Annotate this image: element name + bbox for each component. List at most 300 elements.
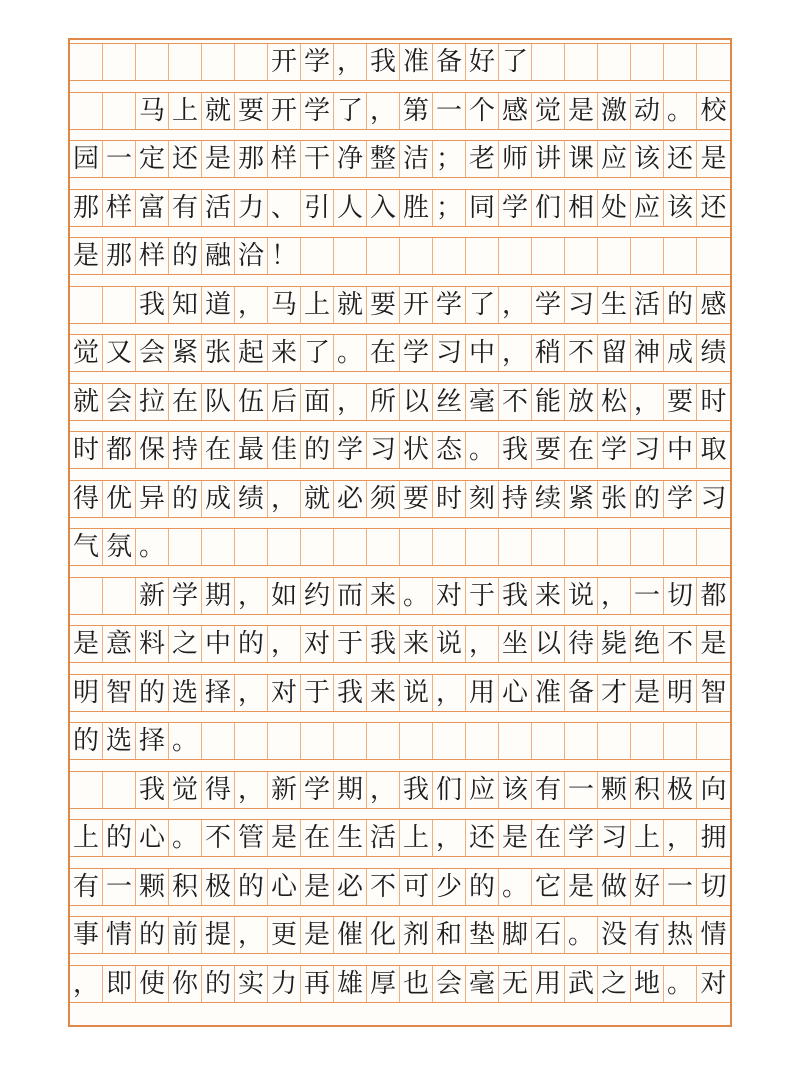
- grid-cell: 续: [532, 481, 565, 517]
- grid-cell: 了: [499, 44, 532, 80]
- grid-cell: 学: [400, 335, 433, 371]
- grid-cell: 佳: [268, 432, 301, 468]
- grid-cell: 是: [70, 626, 103, 662]
- grid-cell: 可: [400, 869, 433, 905]
- grid-cell: [499, 238, 532, 274]
- grid-cell: 须: [367, 481, 400, 517]
- grid-cell: 我: [136, 287, 169, 323]
- grid-cell: 学: [433, 287, 466, 323]
- grid-cell: 伍: [235, 384, 268, 420]
- grid-cell: 是: [268, 820, 301, 856]
- grid-cell: 了: [334, 93, 367, 129]
- grid-cell: 上: [400, 820, 433, 856]
- text-row: [70, 92, 730, 130]
- grid-cell: 有: [631, 917, 664, 953]
- grid-cell: 习: [367, 432, 400, 468]
- grid-cell: 时: [700, 386, 727, 417]
- grid-cell: 该: [631, 141, 664, 177]
- grid-cell: 生: [598, 287, 631, 323]
- grid-cell: 的: [136, 675, 169, 711]
- grid-cell: ，: [664, 820, 697, 856]
- grid-cell: 就: [202, 93, 235, 129]
- grid-cell: [235, 723, 268, 759]
- grid-cell: 。: [169, 820, 202, 856]
- grid-cell: 要: [400, 481, 433, 517]
- grid-cell: 刻: [466, 481, 499, 517]
- grid-cell: 的: [235, 869, 268, 905]
- grid-cell: [70, 93, 103, 129]
- grid-cell: 绩: [235, 481, 268, 517]
- grid-cell: ，: [631, 384, 664, 420]
- grid-cell: 在: [202, 432, 235, 468]
- grid-cell: [697, 723, 730, 759]
- grid-cell: 学: [301, 93, 334, 129]
- text-row: [70, 383, 730, 421]
- grid-cell: [202, 723, 235, 759]
- grid-cell: ，: [235, 675, 268, 711]
- grid-cell: 老: [466, 141, 499, 177]
- grid-cell: 提: [202, 917, 235, 953]
- grid-cell: 样: [136, 238, 169, 274]
- grid-cell: 那: [235, 141, 268, 177]
- grid-cell: 应: [598, 141, 631, 177]
- grid-cell: [103, 93, 136, 129]
- text-row: [70, 965, 730, 1003]
- grid-cell: 张: [598, 481, 631, 517]
- grid-cell: [565, 723, 598, 759]
- grid-cell: [433, 529, 466, 565]
- grid-cell: [466, 238, 499, 274]
- grid-cell: [598, 529, 631, 565]
- grid-cell: 上: [169, 93, 202, 129]
- grid-cell: ！: [268, 238, 301, 274]
- text-row: [70, 286, 730, 324]
- grid-cell: 是: [301, 869, 334, 905]
- grid-cell: 松: [598, 384, 631, 420]
- grid-cell: [301, 238, 334, 274]
- grid-cell: 明: [664, 675, 697, 711]
- grid-cell: [598, 44, 631, 80]
- grid-cell: 。: [466, 432, 499, 468]
- grid-cell: 又: [103, 335, 136, 371]
- grid-cell: 情: [103, 917, 136, 953]
- grid-cell: 习: [598, 820, 631, 856]
- grid-cell: 一: [631, 578, 664, 614]
- grid-cell: 心: [499, 675, 532, 711]
- grid-cell: 毫: [466, 966, 499, 1002]
- grid-cell: 激: [598, 93, 631, 129]
- grid-cell: 选: [103, 723, 136, 759]
- grid-cell: ；: [433, 190, 466, 226]
- text-row: [70, 528, 730, 566]
- grid-cell: ，: [466, 626, 499, 662]
- grid-cell: 厚: [367, 966, 400, 1002]
- grid-cell: [268, 529, 301, 565]
- grid-cell: 意: [103, 626, 136, 662]
- grid-cell: 紧: [169, 335, 202, 371]
- grid-cell: 约: [301, 578, 334, 614]
- grid-cell: 学: [301, 44, 334, 80]
- grid-cell: 取: [700, 435, 727, 465]
- grid-cell: [334, 529, 367, 565]
- grid-cell: 该: [664, 190, 697, 226]
- grid-cell: 还: [700, 192, 727, 223]
- grid-cell: 我: [367, 44, 400, 80]
- grid-cell: 智: [700, 677, 727, 708]
- grid-cell: 后: [268, 384, 301, 420]
- grid-cell: 。: [334, 335, 367, 371]
- grid-cell: 起: [235, 335, 268, 371]
- grid-cell: 还: [169, 141, 202, 177]
- grid-cell: 新: [136, 578, 169, 614]
- grid-cell: ，: [235, 578, 268, 614]
- grid-cell: 中: [202, 626, 235, 662]
- grid-cell: 我: [499, 432, 532, 468]
- grid-cell: 毙: [598, 626, 631, 662]
- grid-cell: 热: [664, 917, 697, 953]
- grid-cell: 胜: [400, 190, 433, 226]
- grid-cell: 持: [169, 432, 202, 468]
- grid-cell: 。: [400, 578, 433, 614]
- grid-cell: [433, 238, 466, 274]
- grid-cell: ，: [499, 287, 532, 323]
- grid-cell: 必: [334, 869, 367, 905]
- grid-cell: 在: [532, 820, 565, 856]
- grid-cell: 学: [664, 481, 697, 517]
- grid-cell: [367, 723, 400, 759]
- grid-cell: 中: [664, 432, 697, 468]
- grid-cell: 来: [400, 626, 433, 662]
- grid-cell: [664, 529, 697, 565]
- grid-cell: 活: [631, 287, 664, 323]
- grid-cell: 知: [169, 287, 202, 323]
- grid-cell: 会: [433, 966, 466, 1002]
- grid-cell: 期: [202, 578, 235, 614]
- grid-cell: 道: [202, 287, 235, 323]
- grid-cell: 的: [301, 432, 334, 468]
- grid-cell: 用: [466, 675, 499, 711]
- grid-cell: [466, 529, 499, 565]
- grid-cell: 坐: [499, 626, 532, 662]
- grid-cell: [565, 529, 598, 565]
- grid-cell: 。: [664, 966, 697, 1002]
- grid-cell: 一: [664, 869, 697, 905]
- grid-cell: 石: [532, 917, 565, 953]
- grid-cell: [631, 238, 664, 274]
- grid-cell: 做: [598, 869, 631, 905]
- grid-cell: 毫: [466, 384, 499, 420]
- grid-cell: 是: [631, 675, 664, 711]
- grid-cell: 学: [532, 287, 565, 323]
- grid-cell: 极: [664, 772, 697, 808]
- grid-cell: 明: [70, 675, 103, 711]
- title-row: [70, 43, 730, 81]
- grid-cell: 我: [136, 772, 169, 808]
- grid-cell: [433, 723, 466, 759]
- grid-cell: 洽: [235, 238, 268, 274]
- grid-cell: 剂: [400, 917, 433, 953]
- grid-cell: 无: [499, 966, 532, 1002]
- grid-cell: [202, 44, 235, 80]
- grid-cell: 净: [334, 141, 367, 177]
- grid-cell: 不: [565, 335, 598, 371]
- grid-cell: 学: [499, 190, 532, 226]
- grid-cell: 你: [169, 966, 202, 1002]
- grid-cell: 选: [169, 675, 202, 711]
- grid-cell: [631, 723, 664, 759]
- grid-cell: 入: [367, 190, 400, 226]
- grid-cell: 化: [367, 917, 400, 953]
- text-row: [70, 722, 730, 760]
- grid-cell: 。: [169, 723, 202, 759]
- grid-cell: 优: [103, 481, 136, 517]
- grid-cell: 学: [598, 432, 631, 468]
- grid-cell: 上: [631, 820, 664, 856]
- grid-cell: 对: [301, 626, 334, 662]
- grid-cell: 积: [631, 772, 664, 808]
- grid-cell: [400, 723, 433, 759]
- grid-cell: 智: [103, 675, 136, 711]
- grid-cell: 习: [700, 483, 727, 514]
- grid-cell: [532, 723, 565, 759]
- grid-cell: 积: [169, 869, 202, 905]
- grid-cell: 拉: [136, 384, 169, 420]
- grid-cell: 武: [565, 966, 598, 1002]
- grid-cell: 切: [700, 871, 727, 902]
- grid-cell: 那: [103, 238, 136, 274]
- grid-cell: 是: [700, 144, 727, 174]
- grid-cell: 就: [334, 287, 367, 323]
- grid-cell: 该: [499, 772, 532, 808]
- text-row: [70, 674, 730, 712]
- grid-cell: ；: [433, 141, 466, 177]
- grid-cell: 垫: [466, 917, 499, 953]
- grid-cell: 对: [700, 968, 727, 999]
- grid-cell: 还: [466, 820, 499, 856]
- grid-cell: 颗: [136, 869, 169, 905]
- grid-cell: 定: [136, 141, 169, 177]
- grid-cell: 成: [664, 335, 697, 371]
- grid-cell: 绝: [631, 626, 664, 662]
- grid-cell: 师: [499, 141, 532, 177]
- grid-cell: 富: [136, 190, 169, 226]
- grid-cell: 如: [268, 578, 301, 614]
- grid-cell: 中: [466, 335, 499, 371]
- text-row: [70, 819, 730, 857]
- grid-cell: 地: [631, 966, 664, 1002]
- grid-cell: 力: [235, 190, 268, 226]
- grid-cell: ，: [235, 772, 268, 808]
- grid-cell: 。: [499, 869, 532, 905]
- grid-cell: 料: [136, 626, 169, 662]
- grid-cell: 要: [532, 432, 565, 468]
- grid-cell: 洁: [400, 141, 433, 177]
- grid-cell: 觉: [169, 772, 202, 808]
- grid-cell: [268, 723, 301, 759]
- grid-cell: 说: [400, 675, 433, 711]
- grid-cell: [70, 772, 103, 808]
- grid-cell: 就: [301, 481, 334, 517]
- grid-cell: 能: [532, 384, 565, 420]
- grid-cell: 的: [631, 481, 664, 517]
- grid-cell: 极: [202, 869, 235, 905]
- grid-cell: 紧: [565, 481, 598, 517]
- grid-cell: [466, 723, 499, 759]
- grid-cell: 准: [532, 675, 565, 711]
- grid-cell: 丝: [433, 384, 466, 420]
- grid-cell: 择: [202, 675, 235, 711]
- grid-cell: 有: [532, 772, 565, 808]
- grid-cell: 开: [268, 44, 301, 80]
- grid-cell: 们: [532, 190, 565, 226]
- grid-cell: 应: [466, 772, 499, 808]
- grid-cell: ，: [367, 93, 400, 129]
- grid-cell: 要: [664, 384, 697, 420]
- grid-cell: 活: [367, 820, 400, 856]
- grid-cell: 要: [367, 287, 400, 323]
- grid-cell: 应: [631, 190, 664, 226]
- grid-cell: 我: [367, 626, 400, 662]
- grid-cell: 好: [631, 869, 664, 905]
- grid-cell: ，: [499, 335, 532, 371]
- grid-cell: 稍: [532, 335, 565, 371]
- text-row: [70, 577, 730, 615]
- grid-cell: ，: [235, 287, 268, 323]
- grid-cell: 使: [136, 966, 169, 1002]
- grid-cell: 我: [334, 675, 367, 711]
- grid-cell: 会: [103, 384, 136, 420]
- grid-cell: 心: [136, 820, 169, 856]
- grid-cell: 有: [70, 869, 103, 905]
- grid-cell: [664, 44, 697, 80]
- grid-cell: [235, 44, 268, 80]
- grid-cell: 课: [565, 141, 598, 177]
- grid-cell: 是: [700, 629, 727, 659]
- grid-cell: 觉: [532, 93, 565, 129]
- grid-cell: 的: [664, 287, 697, 323]
- grid-cell: 来: [367, 578, 400, 614]
- grid-cell: 期: [334, 772, 367, 808]
- grid-cell: 处: [598, 190, 631, 226]
- grid-cell: [103, 772, 136, 808]
- grid-cell: 放: [565, 384, 598, 420]
- grid-cell: 感: [499, 93, 532, 129]
- grid-cell: 事: [70, 917, 103, 953]
- grid-cell: 的: [202, 966, 235, 1002]
- grid-cell: 要: [235, 93, 268, 129]
- grid-cell: 生: [334, 820, 367, 856]
- grid-cell: 第: [400, 93, 433, 129]
- grid-cell: 实: [235, 966, 268, 1002]
- grid-cell: 备: [433, 44, 466, 80]
- grid-cell: 留: [598, 335, 631, 371]
- grid-cell: 不: [664, 626, 697, 662]
- grid-cell: 是: [301, 917, 334, 953]
- grid-cell: 心: [268, 869, 301, 905]
- grid-cell: 学: [169, 578, 202, 614]
- text-row: [70, 625, 730, 663]
- grid-cell: 是: [202, 141, 235, 177]
- grid-cell: [664, 238, 697, 274]
- grid-cell: 情: [700, 920, 727, 950]
- grid-cell: [532, 44, 565, 80]
- grid-cell: 也: [400, 966, 433, 1002]
- grid-cell: 没: [598, 917, 631, 953]
- grid-cell: 相: [565, 190, 598, 226]
- grid-cell: 人: [334, 190, 367, 226]
- grid-cell: [697, 238, 730, 274]
- grid-cell: [103, 287, 136, 323]
- grid-cell: [169, 44, 202, 80]
- grid-cell: 气: [70, 529, 103, 565]
- grid-cell: 和: [433, 917, 466, 953]
- grid-cell: 的: [169, 238, 202, 274]
- grid-cell: 融: [202, 238, 235, 274]
- grid-cell: ，: [235, 917, 268, 953]
- grid-cell: [631, 44, 664, 80]
- grid-cell: 成: [202, 481, 235, 517]
- grid-cell: 是: [565, 93, 598, 129]
- grid-cell: 备: [565, 675, 598, 711]
- grid-cell: ，: [433, 675, 466, 711]
- grid-cell: 绩: [700, 338, 727, 368]
- grid-cell: 讲: [532, 141, 565, 177]
- composition-paper: [68, 38, 732, 1027]
- grid-cell: 态: [433, 432, 466, 468]
- grid-cell: 活: [202, 190, 235, 226]
- grid-cell: [70, 578, 103, 614]
- grid-cell: 整: [367, 141, 400, 177]
- grid-cell: [367, 529, 400, 565]
- grid-cell: 了: [301, 335, 334, 371]
- text-row: [70, 189, 730, 227]
- grid-cell: 氛: [103, 529, 136, 565]
- grid-cell: 保: [136, 432, 169, 468]
- grid-cell: 颗: [598, 772, 631, 808]
- grid-cell: 感: [700, 289, 727, 320]
- grid-cell: 拥: [700, 823, 727, 853]
- grid-cell: [70, 287, 103, 323]
- grid-cell: 而: [334, 578, 367, 614]
- grid-cell: 力: [268, 966, 301, 1002]
- grid-cell: 切: [664, 578, 697, 614]
- grid-cell: 是: [499, 820, 532, 856]
- grid-cell: 们: [433, 772, 466, 808]
- grid-cell: 习: [565, 287, 598, 323]
- grid-cell: [631, 529, 664, 565]
- grid-cell: ，: [598, 578, 631, 614]
- grid-cell: 于: [334, 626, 367, 662]
- grid-cell: 准: [400, 44, 433, 80]
- text-row: [70, 480, 730, 518]
- grid-cell: 动: [631, 93, 664, 129]
- grid-cell: 好: [466, 44, 499, 80]
- grid-cell: [532, 529, 565, 565]
- grid-cell: 更: [268, 917, 301, 953]
- grid-cell: ，: [367, 772, 400, 808]
- grid-cell: 会: [136, 335, 169, 371]
- grid-cell: [697, 44, 730, 80]
- grid-cell: 最: [235, 432, 268, 468]
- grid-cell: 。: [136, 529, 169, 565]
- grid-cell: 开: [268, 93, 301, 129]
- grid-cell: 的: [136, 917, 169, 953]
- grid-cell: 的: [70, 723, 103, 759]
- grid-cell: 一: [103, 141, 136, 177]
- grid-cell: 习: [631, 432, 664, 468]
- grid-cell: 的: [103, 820, 136, 856]
- grid-cell: 时: [70, 432, 103, 468]
